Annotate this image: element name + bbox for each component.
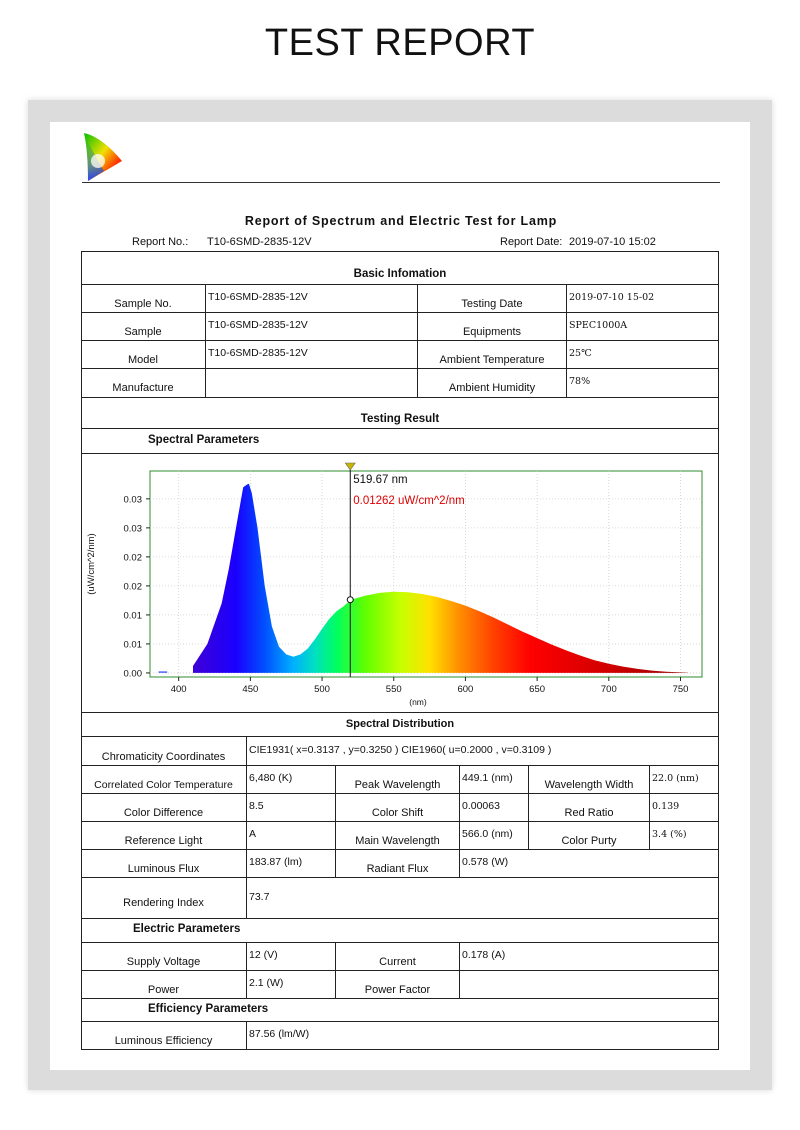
current-label: Current — [379, 956, 416, 968]
testing-date-label: Testing Date — [461, 298, 523, 310]
x-tick-label: 600 — [457, 684, 474, 695]
color-difference-label: Color Difference — [123, 807, 204, 819]
y-tick-label: 0.01 — [123, 639, 142, 651]
cct-label: Correlated Color Temperature — [94, 779, 233, 791]
x-axis-label: (nm) — [409, 697, 427, 707]
col-divider — [566, 284, 567, 397]
red-ratio-value: 0.139 — [652, 801, 680, 812]
row-divider — [81, 821, 719, 822]
x-tick-label: 700 — [600, 684, 617, 695]
row-divider — [81, 765, 719, 766]
x-tick-label: 400 — [170, 684, 187, 695]
cursor-point — [347, 597, 353, 603]
color-shift-label: Color Shift — [371, 807, 424, 819]
header-rule — [82, 182, 720, 183]
red-ratio-label: Red Ratio — [564, 807, 614, 819]
row-divider — [81, 918, 719, 919]
chromaticity-value: CIE1931( x=0.3137 , y=0.3250 ) CIE1960( u=0.2000 , v=0.3109 ) — [249, 744, 552, 756]
sample-no-value: T10-6SMD-2835-12V — [208, 291, 308, 303]
ambient-humidity-value: 78% — [569, 376, 591, 387]
col-divider — [246, 736, 247, 918]
y-axis-label: (uW/cm^2/nm) — [86, 533, 97, 595]
report-no-value: T10-6SMD-2835-12V — [207, 236, 312, 248]
col-divider — [205, 284, 206, 397]
row-divider — [81, 849, 719, 850]
ambient-temperature-label: Ambient Temperature — [439, 354, 545, 366]
row-divider — [81, 942, 719, 943]
ambient-temperature-value: 25℃ — [569, 348, 592, 359]
luminous-efficiency-label: Luminous Efficiency — [114, 1035, 213, 1047]
color-shift-value: 0.00063 — [462, 800, 500, 812]
report-title: Report of Spectrum and Electric Test for Lamp — [244, 214, 558, 228]
radiant-flux-label: Radiant Flux — [366, 863, 429, 875]
manufacture-label: Manufacture — [112, 382, 174, 394]
x-tick-label: 750 — [672, 684, 689, 695]
testing-result-heading: Testing Result — [360, 413, 440, 425]
color-purity-label: Color Purty — [561, 835, 617, 847]
row-divider — [81, 284, 719, 285]
chromaticity-label: Chromaticity Coordinates — [101, 751, 226, 763]
row-divider — [81, 453, 719, 454]
row-divider — [81, 998, 719, 999]
rendering-index-value: 73.7 — [249, 891, 270, 903]
spectral-distribution-heading: Spectral Distribution — [345, 718, 455, 730]
color-purity-value: 3.4 (%) — [652, 829, 687, 840]
ambient-humidity-label: Ambient Humidity — [448, 382, 536, 394]
row-divider — [81, 793, 719, 794]
peak-wavelength-label: Peak Wavelength — [354, 779, 441, 791]
wavelength-width-label: Wavelength Width — [544, 779, 634, 791]
power-factor-label: Power Factor — [364, 984, 431, 996]
cursor-value: 0.01262 uW/cm^2/nm — [353, 495, 465, 507]
basic-info-heading: Basic Infomation — [353, 268, 447, 280]
equipments-label: Equipments — [462, 326, 522, 338]
row-divider — [81, 368, 719, 369]
supply-voltage-label: Supply Voltage — [126, 956, 201, 968]
electric-parameters-heading: Electric Parameters — [133, 923, 241, 935]
report-date-label: Report Date: — [500, 236, 563, 248]
row-divider — [81, 970, 719, 971]
col-divider — [649, 765, 650, 849]
spectral-parameters-heading: Spectral Parameters — [148, 434, 260, 446]
equipments-value: SPEC1000A — [569, 320, 628, 331]
row-divider — [81, 736, 719, 737]
col-divider — [246, 942, 247, 998]
x-tick-label: 550 — [385, 684, 402, 695]
y-tick-label: 0.02 — [123, 552, 142, 564]
sample-value: T10-6SMD-2835-12V — [208, 319, 308, 331]
main-wavelength-label: Main Wavelength — [355, 835, 440, 847]
efficiency-parameters-heading: Efficiency Parameters — [148, 1003, 269, 1015]
supply-voltage-value: 12 (V) — [249, 949, 278, 961]
model-label: Model — [128, 354, 158, 366]
luminous-efficiency-value: 87.56 (lm/W) — [249, 1028, 310, 1040]
page-heading: TEST REPORT — [264, 22, 536, 64]
power-value: 2.1 (W) — [249, 977, 284, 989]
y-tick-label: 0.01 — [123, 610, 142, 622]
col-divider — [246, 1021, 247, 1050]
y-tick-label: 0.00 — [123, 668, 142, 680]
sample-no-label: Sample No. — [114, 298, 172, 310]
testing-date-value: 2019-07-10 15-02 — [569, 292, 655, 303]
main-wavelength-value: 566.0 (nm) — [462, 828, 513, 840]
row-divider — [81, 340, 719, 341]
row-divider — [81, 1021, 719, 1022]
x-tick-label: 500 — [314, 684, 330, 695]
power-label: Power — [147, 984, 180, 996]
x-tick-label: 450 — [242, 684, 259, 695]
reference-light-label: Reference Light — [124, 835, 203, 847]
cursor-wavelength: 519.67 nm — [353, 474, 408, 486]
luminous-flux-value: 183.87 (lm) — [249, 856, 303, 868]
cie-logo-icon — [82, 131, 124, 183]
rendering-index-label: Rendering Index — [123, 897, 204, 909]
row-divider — [81, 428, 719, 429]
wavelength-width-value: 22.0 (nm) — [652, 773, 699, 784]
cursor-marker-icon — [345, 463, 355, 470]
row-divider — [81, 397, 719, 398]
spectrum-chart — [82, 460, 718, 712]
model-value: T10-6SMD-2835-12V — [208, 347, 308, 359]
row-divider — [81, 312, 719, 313]
row-divider — [81, 877, 719, 878]
radiant-flux-value: 0.578 (W) — [462, 856, 509, 868]
color-difference-value: 8.5 — [249, 800, 264, 812]
x-tick-label: 650 — [529, 684, 546, 695]
col-divider — [459, 942, 460, 998]
reference-light-value: A — [249, 828, 257, 840]
y-tick-label: 0.03 — [123, 494, 142, 506]
sample-label: Sample — [124, 326, 162, 338]
y-tick-label: 0.02 — [123, 581, 142, 593]
cct-value: 6,480 (K) — [249, 772, 293, 784]
col-divider — [459, 765, 460, 877]
luminous-flux-label: Luminous Flux — [127, 863, 200, 875]
peak-wavelength-value: 449.1 (nm) — [462, 772, 513, 784]
y-tick-label: 0.03 — [123, 523, 142, 535]
row-divider — [81, 712, 719, 713]
report-no-label: Report No.: — [132, 236, 189, 248]
report-date-value: 2019-07-10 15:02 — [569, 236, 656, 248]
current-value: 0.178 (A) — [462, 949, 506, 961]
